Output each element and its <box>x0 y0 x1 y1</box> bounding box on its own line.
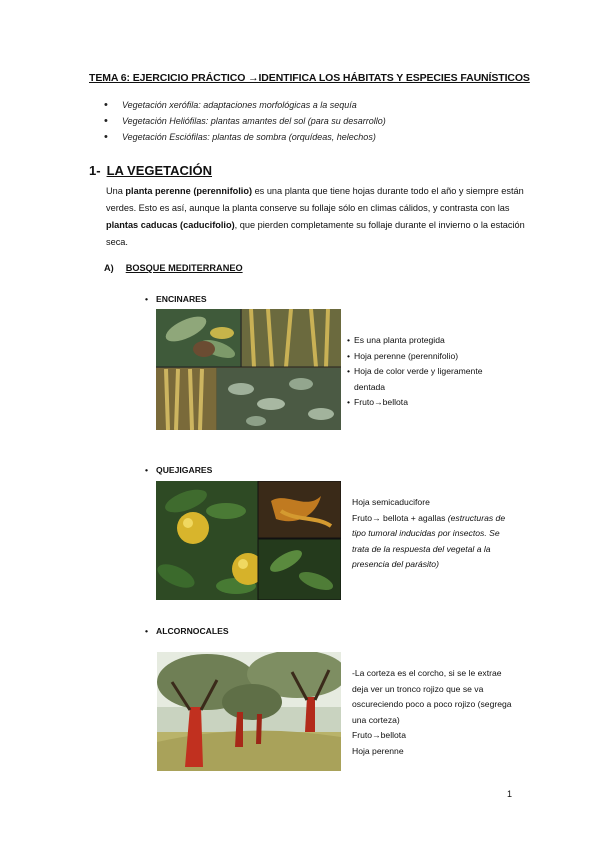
paragraph-text: Una <box>106 186 126 196</box>
alcornocales-photo <box>157 652 341 771</box>
subsection-title: BOSQUE MEDITERRANEO <box>125 263 243 273</box>
fact-item: • Hoja de color verde y ligeramente dentada <box>347 364 512 395</box>
subsection-letter: A) <box>104 263 114 273</box>
section-heading-vegetacion <box>89 163 212 178</box>
quejigares-description <box>352 495 515 573</box>
fact-item: • Hoja perenne (perennifolio) <box>347 349 512 365</box>
fact-line <box>352 511 515 573</box>
vegetation-types-list <box>104 100 386 148</box>
fact-line: Hoja semicaducifore <box>352 497 430 507</box>
alcornocales-description <box>352 666 512 759</box>
list-item: • Vegetación Heliófilas: plantas amantes del sol (para su desarrollo) <box>104 116 386 132</box>
encinares-photo <box>156 309 341 430</box>
encinares-facts <box>347 333 512 411</box>
paragraph-text: , que pierden completamente su follaje durante el invierno o la estación seca. <box>106 220 525 247</box>
paragraph-text: es una planta que tiene hojas durante todo el año y siempre están verdes. Esto es así, aunque la planta conserve su follaje sólo en climas cálidos, y contrasta con las <box>106 186 524 213</box>
list-item: • Vegetación xerófila: adaptaciones morfológicas a la sequía <box>104 100 386 116</box>
fact-item: • Es una planta protegida <box>347 333 512 349</box>
subsection-heading-bosque <box>104 263 243 273</box>
section-number: 1- <box>89 163 101 178</box>
section-title: LA VEGETACIÓN <box>106 163 213 178</box>
encinares-heading: • ENCINARES <box>145 294 207 304</box>
page-number: 1 <box>507 789 513 799</box>
bold-term: plantas caducas (caducifolio) <box>106 220 235 230</box>
fruit-text: Fruto→ bellota + agallas <box>352 512 448 523</box>
quejigares-heading: • QUEJIGARES <box>145 465 212 475</box>
fact-line: Hoja perenne <box>352 745 404 756</box>
fact-item: • Fruto→bellota <box>347 395 512 411</box>
page-title: TEMA 6: EJERCICIO PRÁCTICO →IDENTIFICA LOS HÁBITATS Y ESPECIES FAUNÍSTICOS <box>89 72 530 84</box>
bold-term: planta perenne (perennifolio) <box>125 186 253 196</box>
quejigares-photo <box>156 481 341 600</box>
intro-paragraph <box>106 183 526 251</box>
fact-line: -La corteza es el corcho, si se le extrae deja ver un tronco rojizo que se va oscureciendo poco a poco rojizo (segrega una corteza) <box>352 668 512 725</box>
alcornocales-heading: • ALCORNOCALES <box>145 626 229 636</box>
list-item: • Vegetación Esciófilas: plantas de sombra (orquídeas, helechos) <box>104 132 386 148</box>
fact-line: Fruto→bellota <box>352 730 406 740</box>
gall-explanation: (estructuras de tipo tumoral inducidas por insectos. Se trata de la respuesta del vegetal a la presencia del parásito) <box>352 512 506 569</box>
